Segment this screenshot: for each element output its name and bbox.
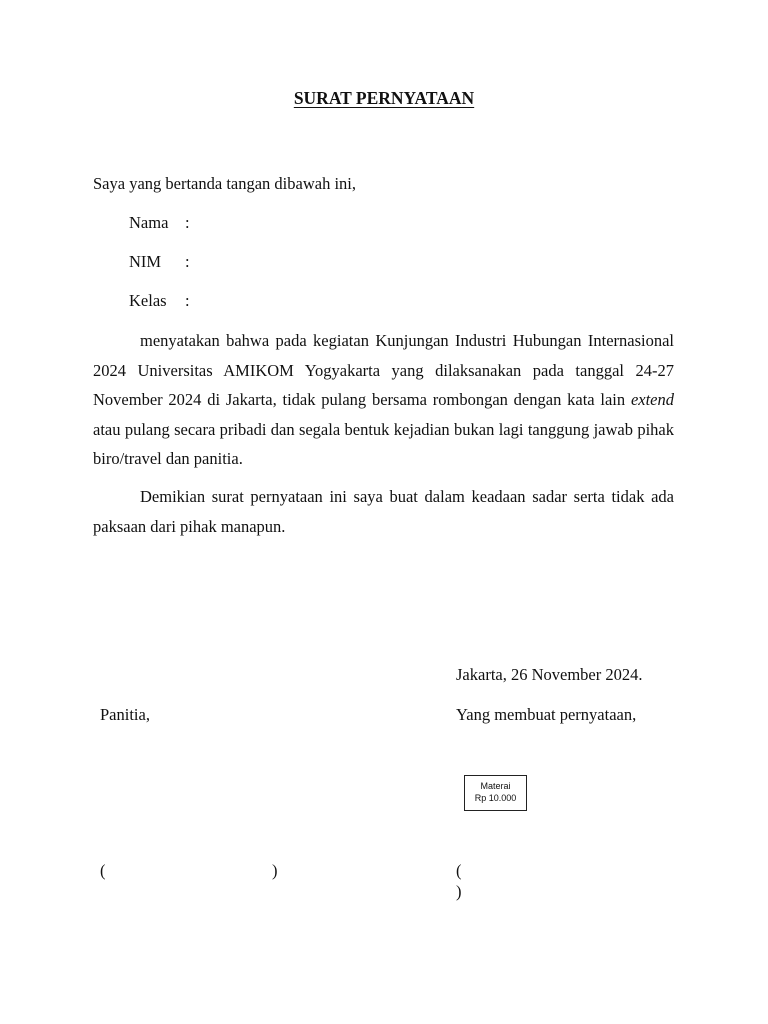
intro-text: Saya yang bertanda tangan dibawah ini,: [93, 174, 356, 193]
field-label: Nama: [129, 213, 169, 232]
field-nama: [129, 213, 190, 233]
field-kelas: [129, 291, 190, 311]
statement-paragraph: [93, 326, 674, 474]
right-signer-label: Yang membuat pernyataan,: [456, 705, 637, 724]
left-signature-close-paren: ): [272, 861, 278, 880]
field-label: NIM: [129, 252, 162, 271]
right-signature-open-paren: (: [456, 861, 462, 880]
document-title: SURAT PERNYATAAN: [293, 88, 475, 108]
stamp-label: Materai: [480, 781, 511, 791]
place-date: Jakarta, 26 November 2024.: [456, 665, 643, 684]
statement-text-start: menyatakan bahwa pada kegiatan Kunjungan Industri Hubungan Internasional 2024 Universitas AMIKOM Yogyakarta yang dilaksanakan pada tanggal 24-27 November 2024 di Jakarta, tidak pulang bersama rombongan dengan kata lain: [93, 331, 674, 409]
statement-italic-word: extend: [630, 390, 674, 409]
field-colon: :: [185, 213, 190, 232]
field-nim: [129, 252, 190, 272]
field-colon: :: [185, 252, 190, 271]
closing-paragraph: Demikian surat pernyataan ini saya buat dalam keadaan sadar serta tidak ada paksaan dari pihak manapun.: [93, 487, 674, 536]
field-colon: :: [185, 291, 190, 310]
stamp-value: Rp 10.000: [474, 793, 517, 803]
stamp-duty-box: [464, 775, 527, 811]
field-label: Kelas: [129, 291, 167, 310]
left-signature-open-paren: (: [100, 861, 106, 880]
right-signature-close-paren: ): [456, 882, 462, 901]
left-signer-label: Panitia,: [100, 705, 150, 724]
statement-text-end: atau pulang secara pribadi dan segala bentuk kejadian bukan lagi tanggung jawab pihak biro/travel dan panitia.: [93, 419, 674, 468]
